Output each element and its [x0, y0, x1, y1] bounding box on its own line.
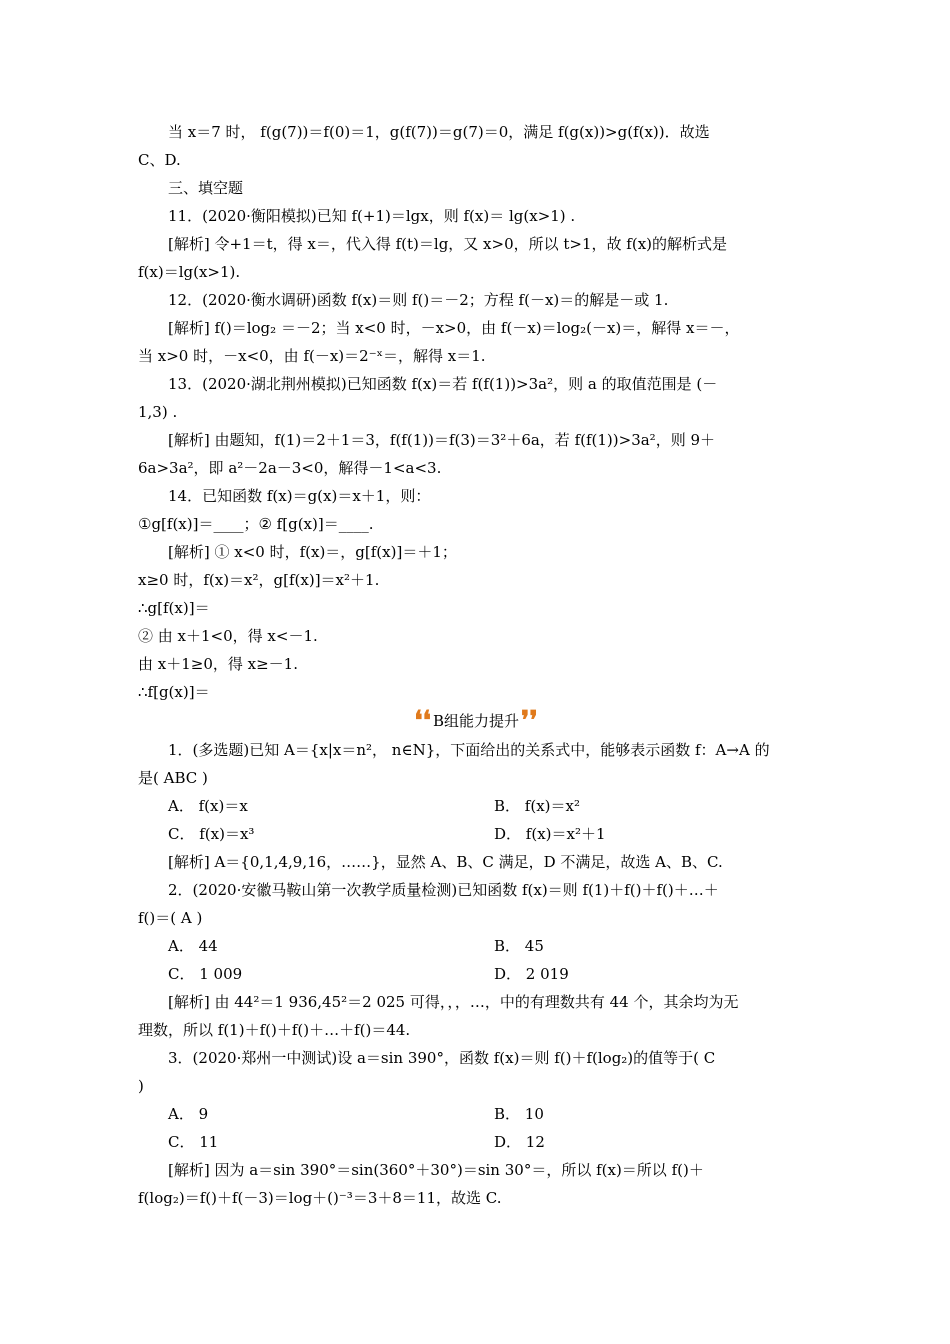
question-13: 13．(2020·湖北荆州模拟)已知函数 f(x)＝若 f(f(1))>3a²，则 a 的取值范围是 (－: [168, 375, 718, 393]
text-line: ): [138, 1077, 144, 1095]
text-line: C、D.: [138, 151, 181, 169]
document-page: [138, 118, 814, 1212]
question-14: 14．已知函数 f(x)＝g(x)＝x＋1，则：: [168, 487, 431, 505]
solution-11: [解析] 令+1＝t，得 x＝，代入得 f(t)＝lg，又 x>0，所以 t>1，故 f(x)的解析式是: [168, 235, 728, 253]
text-line: f(log₂)＝f()＋f(－3)＝log＋()⁻³＝3＋8＝11，故选 C.: [138, 1189, 502, 1207]
banner-title: B组能力提升: [432, 712, 520, 730]
option-b: B． 45: [494, 937, 544, 955]
text-line: 1,3) .: [138, 403, 178, 421]
question-b3: 3．(2020·郑州一中测试)设 a＝sin 390°，函数 f(x)＝则 f()＋f(log₂)的值等于( C: [168, 1049, 716, 1067]
options-row: [138, 932, 814, 960]
solution-13: [解析] 由题知，f(1)＝2＋1＝3，f(f(1))＝f(3)＝3²＋6a，若 f(f(1))>3a²，则 9＋: [168, 431, 716, 449]
close-quote-icon: ❜❜: [521, 706, 538, 736]
options-row: [138, 820, 814, 848]
text-line: 由 x＋1≥0，得 x≥－1.: [138, 655, 298, 673]
question-b1: 1．(多选题)已知 A＝{x|x＝n²， n∈N}，下面给出的关系式中，能够表示函数 f：A→A 的: [168, 741, 770, 759]
question-12: 12．(2020·衡水调研)函数 f(x)＝则 f()＝－2；方程 f(－x)＝的解是－或 1.: [168, 291, 669, 309]
text-line: ①g[f(x)]＝____；② f[g(x)]＝____.: [138, 515, 374, 533]
option-b: B． f(x)＝x²: [494, 797, 580, 815]
option-c: C． f(x)＝x³: [168, 825, 255, 843]
solution-b2: [解析] 由 44²＝1 936,45²＝2 025 可得，，，…，中的有理数共有 44 个，其余均为无: [168, 993, 739, 1011]
option-d: D． f(x)＝x²＋1: [494, 825, 606, 843]
solution-12: [解析] f()＝log₂ ＝－2；当 x<0 时，－x>0，由 f(－x)＝log₂(－x)＝，解得 x＝－，: [168, 319, 740, 337]
text-line: ② 由 x＋1<0，得 x<－1.: [138, 627, 318, 645]
option-a: A． f(x)＝x: [168, 797, 248, 815]
text-line: 当 x＝7 时， f(g(7))＝f(0)＝1，g(f(7))＝g(7)＝0，满足 f(g(x))>g(f(x))．故选: [168, 123, 710, 141]
text-line: 是( ABC ): [138, 769, 208, 787]
open-quote-icon: ❛❛: [414, 706, 431, 736]
text-line: f(x)＝lg(x>1).: [138, 263, 241, 281]
option-a: A． 9: [168, 1105, 209, 1123]
options-row: [138, 792, 814, 820]
text-line: 理数，所以 f(1)＋f()＋f()＋…＋f()＝44.: [138, 1021, 411, 1039]
text-line: x≥0 时，f(x)＝x²，g[f(x)]＝x²＋1.: [138, 571, 380, 589]
section-banner: [138, 706, 814, 736]
option-a: A． 44: [168, 937, 218, 955]
solution-b1: [解析] A＝{0,1,4,9,16，……}，显然 A、B、C 满足，D 不满足，故选 A、B、C.: [168, 853, 723, 871]
text-line: 当 x>0 时，－x<0，由 f(－x)＝2⁻ˣ＝，解得 x＝1.: [138, 347, 486, 365]
option-d: D． 12: [494, 1133, 545, 1151]
question-11: 11．(2020·衡阳模拟)已知 f(+1)＝lgx，则 f(x)＝ lg(x>1) .: [168, 207, 576, 225]
option-c: C． 11: [168, 1133, 219, 1151]
option-d: D． 2 019: [494, 965, 569, 983]
text-line: ∴g[f(x)]＝: [138, 599, 210, 617]
text-line: ∴f[g(x)]＝: [138, 683, 210, 701]
option-b: B． 10: [494, 1105, 544, 1123]
text-line: f()＝( A ): [138, 909, 203, 927]
options-row: [138, 1128, 814, 1156]
option-c: C． 1 009: [168, 965, 243, 983]
question-b2: 2．(2020·安徽马鞍山第一次教学质量检测)已知函数 f(x)＝则 f(1)＋f()＋f()＋…＋: [168, 881, 719, 899]
text-line: 6a>3a²，即 a²－2a－3<0，解得－1<a<3.: [138, 459, 442, 477]
options-row: [138, 1100, 814, 1128]
section-heading: 三、填空题: [168, 179, 244, 197]
solution-14: [解析] ① x<0 时，f(x)＝，g[f(x)]＝＋1；: [168, 543, 457, 561]
options-row: [138, 960, 814, 988]
solution-b3: [解析] 因为 a＝sin 390°＝sin(360°＋30°)＝sin 30°＝，所以 f(x)＝所以 f()＋: [168, 1161, 704, 1179]
